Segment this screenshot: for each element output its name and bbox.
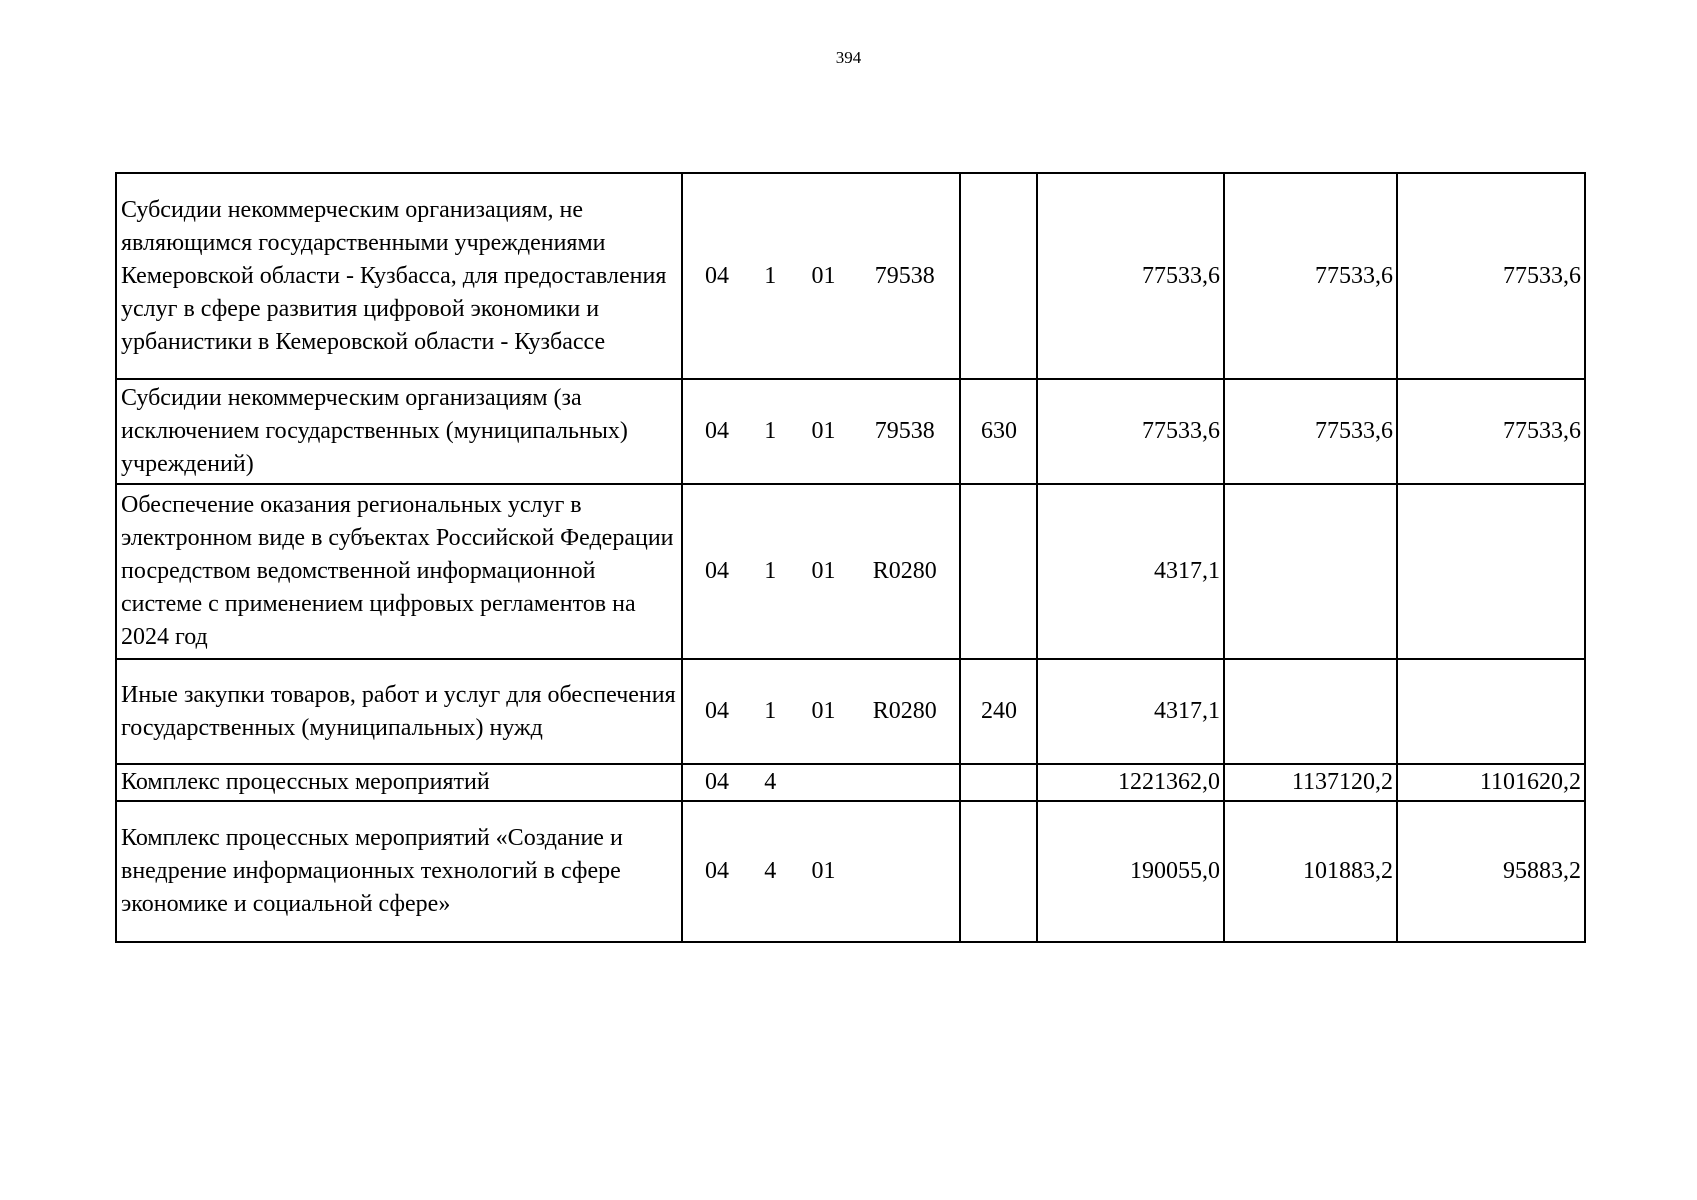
sum-2024: 1221362,0 bbox=[1037, 764, 1224, 801]
subprogram-code: 4 bbox=[764, 769, 777, 795]
sum-2025 bbox=[1224, 484, 1397, 659]
sum-2026: 1101620,2 bbox=[1397, 764, 1585, 801]
table-row bbox=[116, 659, 1585, 764]
row-name: Комплекс процессных мероприятий bbox=[116, 764, 682, 801]
sum-2024: 190055,0 bbox=[1037, 801, 1224, 942]
budget-table bbox=[115, 172, 1586, 943]
article-code: R0280 bbox=[872, 698, 937, 724]
group-code: 01 bbox=[811, 558, 836, 584]
table-row bbox=[116, 379, 1585, 484]
sum-2025: 101883,2 bbox=[1224, 801, 1397, 942]
sum-2026 bbox=[1397, 659, 1585, 764]
section-code: 04 bbox=[705, 262, 729, 289]
table-row bbox=[116, 801, 1585, 942]
sum-2026 bbox=[1397, 484, 1585, 659]
expense-type bbox=[960, 484, 1037, 659]
section-code: 04 bbox=[705, 698, 729, 724]
subprogram-code: 1 bbox=[764, 698, 777, 724]
classification-codes bbox=[682, 173, 960, 379]
table-row bbox=[116, 173, 1585, 379]
section-code: 04 bbox=[705, 418, 729, 444]
expense-type bbox=[960, 764, 1037, 801]
row-name: Комплекс процессных мероприятий «Создание и внедрение информационных технологий в сфере экономике и социальной сфере» bbox=[116, 801, 682, 942]
expense-type bbox=[960, 173, 1037, 379]
row-name: Субсидии некоммерческим организациям (за исключением государственных (муниципальных) учреждений) bbox=[116, 379, 682, 484]
subprogram-code: 1 bbox=[764, 558, 777, 584]
expense-type: 240 bbox=[960, 659, 1037, 764]
sum-2025: 77533,6 bbox=[1224, 173, 1397, 379]
sum-2025: 1137120,2 bbox=[1224, 764, 1397, 801]
page-number: 394 bbox=[835, 48, 862, 67]
table-row bbox=[116, 764, 1585, 801]
expense-type: 630 bbox=[960, 379, 1037, 484]
table-row bbox=[116, 484, 1585, 659]
classification-codes bbox=[682, 659, 960, 764]
group-code: 01 bbox=[811, 698, 836, 724]
sum-2025: 77533,6 bbox=[1224, 379, 1397, 484]
sum-2024: 77533,6 bbox=[1037, 173, 1224, 379]
classification-codes bbox=[682, 484, 960, 659]
article-code: 79538 bbox=[874, 262, 935, 289]
sum-2026: 95883,2 bbox=[1397, 801, 1585, 942]
sum-2024: 77533,6 bbox=[1037, 379, 1224, 484]
sum-2026: 77533,6 bbox=[1397, 379, 1585, 484]
section-code: 04 bbox=[705, 558, 729, 584]
group-code: 01 bbox=[811, 418, 836, 444]
section-code: 04 bbox=[705, 858, 729, 884]
subprogram-code: 1 bbox=[764, 418, 777, 444]
group-code: 01 bbox=[811, 262, 836, 289]
sum-2024: 4317,1 bbox=[1037, 484, 1224, 659]
article-code: 79538 bbox=[874, 418, 935, 444]
classification-codes bbox=[682, 764, 960, 801]
group-code: 01 bbox=[811, 858, 836, 884]
classification-codes bbox=[682, 379, 960, 484]
section-code: 04 bbox=[705, 769, 729, 795]
row-name: Субсидии некоммерческим организациям, не являющимся государственными учреждениями Кемеровской области - Кузбасса, для предоставления услуг в сфере развития цифровой экономики и урбанистики в Кемеровской области - Кузбассе bbox=[116, 173, 682, 379]
sum-2026: 77533,6 bbox=[1397, 173, 1585, 379]
subprogram-code: 1 bbox=[764, 262, 777, 289]
classification-codes bbox=[682, 801, 960, 942]
row-name: Иные закупки товаров, работ и услуг для обеспечения государственных (муниципальных) нужд bbox=[116, 659, 682, 764]
row-name: Обеспечение оказания региональных услуг в электронном виде в субъектах Российской Федерации посредством ведомственной информационной системе с применением цифровых регламентов на 2024 год bbox=[116, 484, 682, 659]
sum-2025 bbox=[1224, 659, 1397, 764]
expense-type bbox=[960, 801, 1037, 942]
sum-2024: 4317,1 bbox=[1037, 659, 1224, 764]
article-code: R0280 bbox=[872, 558, 937, 584]
subprogram-code: 4 bbox=[764, 858, 777, 884]
